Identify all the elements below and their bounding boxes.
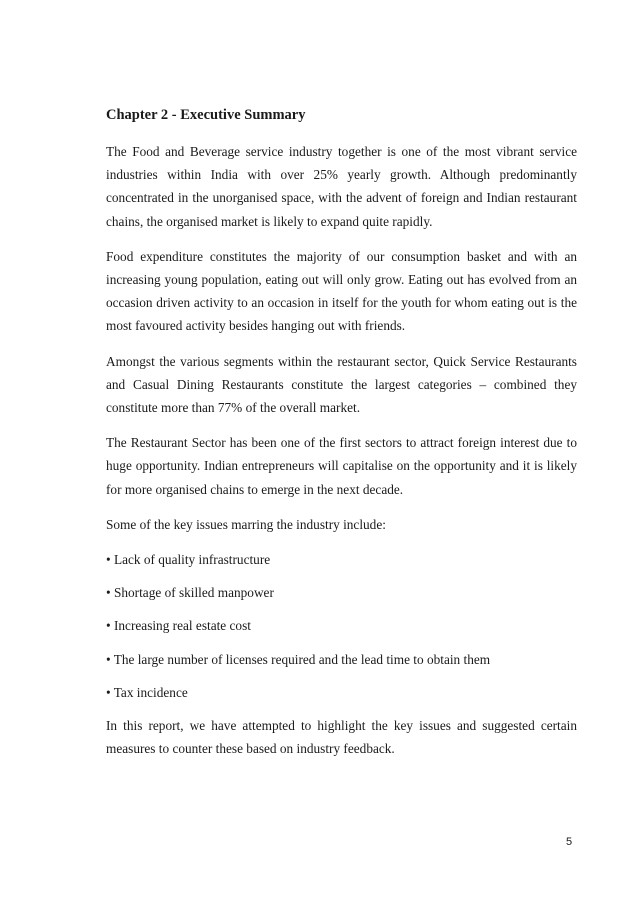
chapter-heading: Chapter 2 - Executive Summary — [106, 107, 306, 123]
bullet-item: • The large number of licenses required and the lead time to obtain them — [106, 651, 491, 667]
bullet-item: • Tax incidence — [106, 684, 188, 700]
page-content — [106, 104, 577, 772]
bullet-item: • Lack of quality infrastructure — [106, 552, 271, 568]
page-number: 5 — [566, 836, 573, 848]
paragraph-industry-overview: The Food and Beverage service industry together is one of the most vibrant service industries within India with over 25% yearly growth. Although predominantly concentrated in the unorganised space, with the advent of foreign and Indian restaurant chains, the organised market is likely to expand quite rapidly. — [106, 144, 577, 229]
paragraph-key-issues-intro: Some of the key issues marring the industry include: — [106, 516, 386, 532]
paragraph-food-expenditure: Food expenditure constitutes the majority of our consumption basket and with an increasing young population, eating out will only grow. Eating out has evolved from an occasion driven activity to an occasion in itself for the youth for whom eating out is the most favoured activity besides hanging out with friends. — [106, 248, 577, 334]
bullet-item: • Shortage of skilled manpower — [106, 585, 274, 601]
paragraph-segments: Amongst the various segments within the restaurant sector, Quick Service Restaurants and Casual Dining Restaurants constitute the largest categories – combined they constitute more than 77% of the overall market. — [106, 353, 577, 416]
paragraph-foreign-interest: The Restaurant Sector has been one of the first sectors to attract foreign interest due to huge opportunity. Indian entrepreneurs will capitalise on the opportunity and it is likely for more organised chains to emerge in the next decade. — [106, 435, 577, 497]
bullet-item: • Increasing real estate cost — [106, 618, 251, 634]
paragraph-closing: In this report, we have attempted to highlight the key issues and suggested certain measures to counter these based on industry feedback. — [106, 718, 577, 757]
